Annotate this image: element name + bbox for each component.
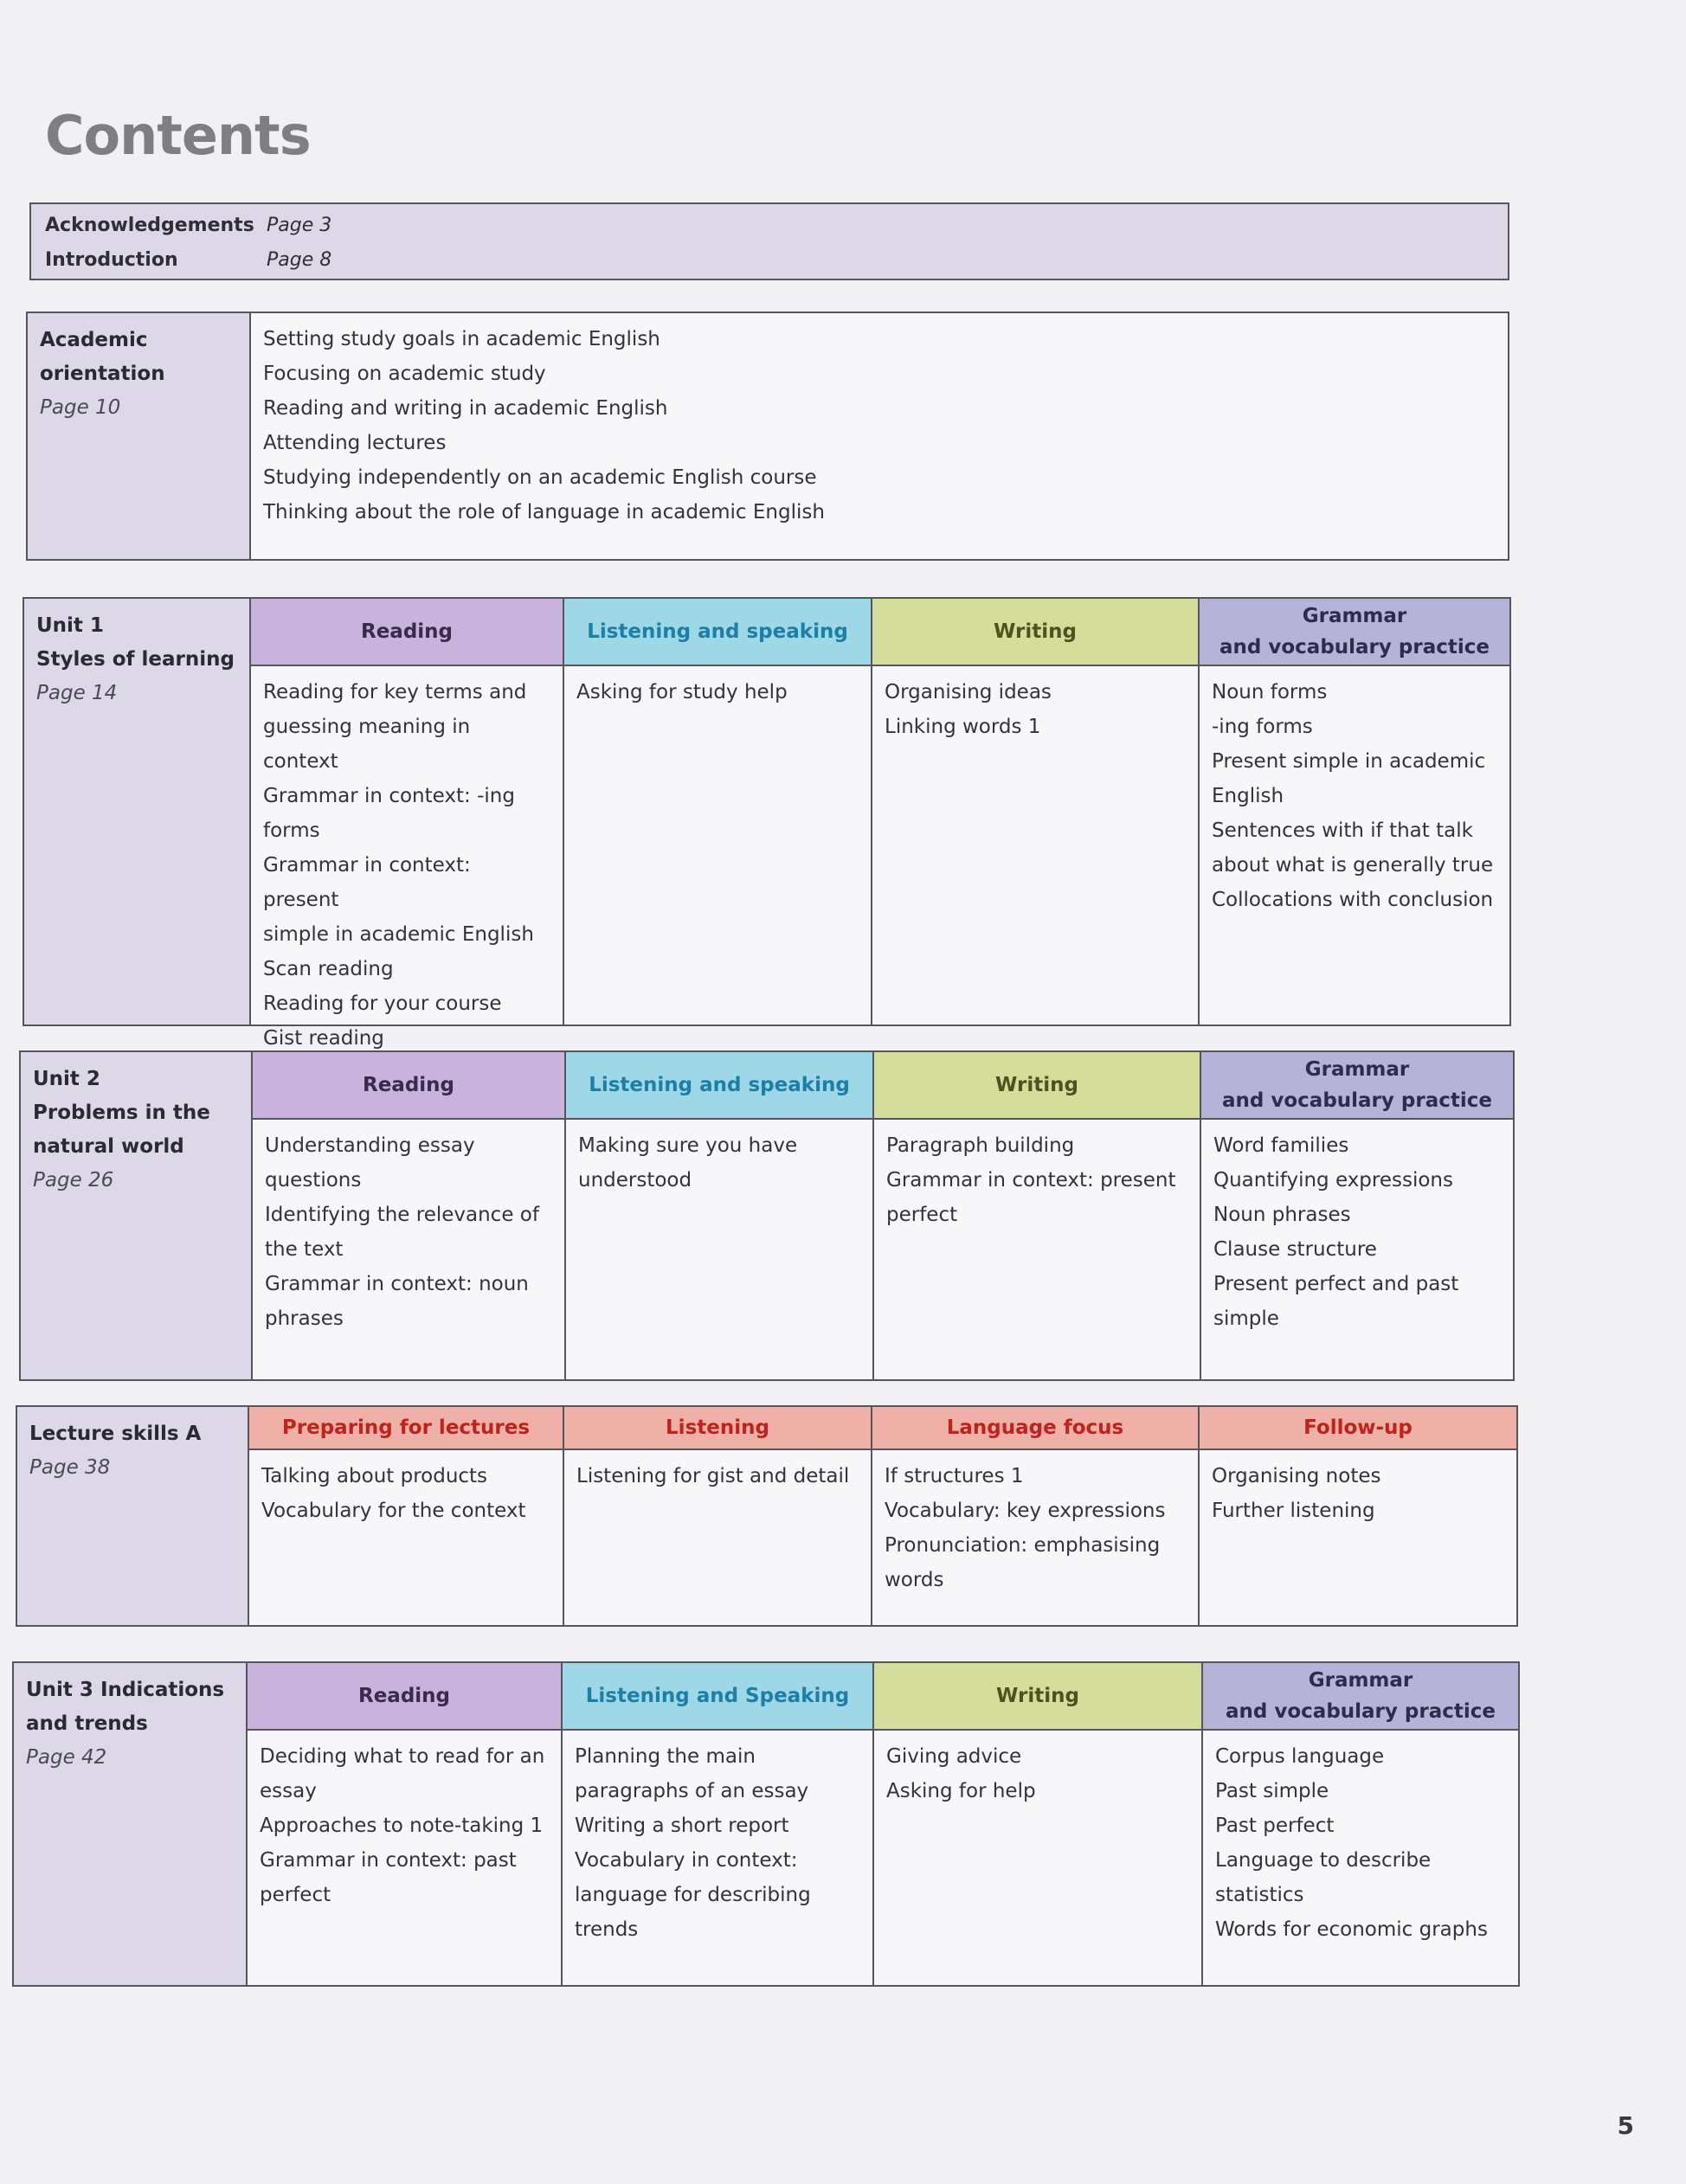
- grammar-column: [1203, 1663, 1518, 1985]
- list-item: simple: [1213, 1307, 1279, 1330]
- list-item: about what is generally true: [1212, 854, 1494, 877]
- list-item: words: [885, 1569, 944, 1591]
- list-item: Corpus language: [1215, 1745, 1385, 1768]
- list-item: Grammar in context: -ing: [263, 785, 515, 807]
- section-page: Page 26: [33, 1169, 114, 1192]
- list-item: Identifying the relevance of: [265, 1204, 539, 1226]
- list-item: Studying independently on an academic English course: [263, 466, 817, 489]
- list-item: Organising notes: [1212, 1465, 1381, 1487]
- list-item: the text: [265, 1238, 344, 1261]
- unit-1-block: [23, 597, 1511, 1050]
- list-item: guessing meaning in context: [263, 716, 471, 773]
- section-label[interactable]: [17, 1407, 249, 1625]
- reading-column: [251, 599, 564, 1050]
- language-focus-column: [872, 1407, 1200, 1625]
- grammar-header-line: Grammar: [1308, 1669, 1413, 1692]
- list-item: Grammar in context: present: [886, 1169, 1176, 1192]
- list-item: statistics: [1215, 1884, 1304, 1906]
- writing-column: [874, 1663, 1203, 1985]
- list-item: questions: [265, 1169, 362, 1192]
- page-title: Contents: [45, 104, 311, 167]
- preparing-column: [249, 1407, 564, 1625]
- writing-header: Writing: [872, 599, 1198, 666]
- front-matter-label: Acknowledgements: [45, 215, 254, 236]
- section-page: Page 10: [40, 396, 121, 419]
- list-item: Asking for help: [886, 1780, 1036, 1802]
- section-name: Unit 1: [36, 614, 104, 637]
- list-item: language for describing: [575, 1884, 811, 1906]
- grammar-header: [1201, 1052, 1513, 1120]
- list-item: perfect: [886, 1204, 958, 1226]
- language-focus-header: Language focus: [872, 1407, 1198, 1450]
- list-item: Paragraph building: [886, 1134, 1075, 1157]
- grammar-header-line: Grammar: [1304, 1058, 1410, 1081]
- section-name: Unit 3 Indications: [26, 1679, 225, 1701]
- reading-header: Reading: [251, 599, 563, 666]
- section-label[interactable]: [14, 1663, 248, 1985]
- list-item: Sentences with if that talk: [1212, 819, 1473, 842]
- writing-column: [874, 1052, 1201, 1379]
- list-item: Organising ideas: [885, 681, 1052, 703]
- list-item: Talking about products: [261, 1465, 488, 1487]
- topic-list: [251, 313, 837, 538]
- list-item: Vocabulary in context:: [575, 1849, 798, 1872]
- list-item: Noun forms: [1212, 681, 1328, 703]
- reading-column: [248, 1663, 563, 1985]
- list-item: Asking for study help: [576, 681, 788, 703]
- list-item: perfect: [260, 1884, 331, 1906]
- section-label[interactable]: [21, 1052, 253, 1379]
- page-number: 5: [1617, 2111, 1634, 2140]
- list-item: Giving advice: [886, 1745, 1022, 1768]
- list-item: Past perfect: [1215, 1815, 1335, 1837]
- section-name: Problems in the: [33, 1102, 210, 1124]
- list-item: Understanding essay: [265, 1134, 475, 1157]
- academic-orientation-block: [26, 312, 1509, 561]
- listening-header: Listening and Speaking: [563, 1663, 872, 1731]
- list-item: Deciding what to read for an: [260, 1745, 545, 1768]
- list-item: Listening for gist and detail: [576, 1465, 850, 1487]
- list-item: Language to describe: [1215, 1849, 1432, 1872]
- list-item: -ing forms: [1212, 716, 1313, 738]
- list-item: Vocabulary: key expressions: [885, 1500, 1166, 1522]
- section-page: Page 38: [29, 1456, 111, 1479]
- list-item: Pronunciation: emphasising: [885, 1534, 1161, 1557]
- section-label[interactable]: [28, 313, 251, 559]
- list-item: Grammar in context: past: [260, 1849, 517, 1872]
- front-matter-row[interactable]: [45, 244, 331, 277]
- section-name: and trends: [26, 1712, 148, 1735]
- list-item: Reading and writing in academic English: [263, 397, 668, 420]
- reading-header: Reading: [248, 1663, 561, 1731]
- section-name: Academic: [40, 329, 148, 351]
- front-matter-page: Page 8: [267, 249, 332, 271]
- list-item: Setting study goals in academic English: [263, 328, 660, 350]
- lecture-skills-a-block: [16, 1405, 1518, 1627]
- list-item: Quantifying expressions: [1213, 1169, 1453, 1192]
- listening-header: Listening: [564, 1407, 871, 1450]
- unit-3-block: [12, 1661, 1520, 1987]
- follow-up-header: Follow-up: [1200, 1407, 1516, 1450]
- list-item: Collocations with conclusion: [1212, 889, 1494, 911]
- list-item: Thinking about the role of language in academic English: [263, 501, 825, 524]
- grammar-column: [1200, 599, 1509, 1025]
- list-item: Attending lectures: [263, 432, 447, 454]
- list-item: forms: [263, 819, 320, 842]
- list-item: Reading for key terms and: [263, 681, 527, 703]
- section-name: Unit 2: [33, 1068, 100, 1090]
- list-item: simple in academic English: [263, 923, 534, 946]
- front-matter-label: Introduction: [45, 249, 178, 271]
- list-item: Scan reading: [263, 958, 394, 980]
- listening-column: [564, 599, 872, 1025]
- section-name: orientation: [40, 363, 165, 385]
- list-item: Clause structure: [1213, 1238, 1377, 1261]
- front-matter-block: [29, 202, 1509, 280]
- listening-header: Listening and speaking: [564, 599, 871, 666]
- grammar-header-line: and vocabulary practice: [1219, 636, 1490, 658]
- preparing-header: Preparing for lectures: [249, 1407, 563, 1450]
- follow-up-column: [1200, 1407, 1516, 1625]
- section-page: Page 42: [26, 1746, 107, 1769]
- list-item: Word families: [1213, 1134, 1349, 1157]
- grammar-header-line: Grammar: [1302, 605, 1407, 627]
- list-item: paragraphs of an essay: [575, 1780, 809, 1802]
- front-matter-row[interactable]: [45, 209, 331, 242]
- list-item: Gist reading: [263, 1027, 384, 1050]
- listening-column: [564, 1407, 872, 1625]
- writing-header: Writing: [874, 1052, 1200, 1120]
- grammar-header-line: and vocabulary practice: [1222, 1089, 1492, 1112]
- reading-column: [253, 1052, 566, 1379]
- list-item: Present perfect and past: [1213, 1273, 1459, 1295]
- front-matter-page: Page 3: [267, 215, 332, 236]
- list-item: phrases: [265, 1307, 344, 1330]
- list-item: Grammar in context: present: [263, 854, 471, 911]
- unit-2-block: [19, 1050, 1515, 1381]
- list-item: understood: [578, 1169, 692, 1192]
- list-item: Past simple: [1215, 1780, 1329, 1802]
- list-item: Approaches to note-taking 1: [260, 1815, 544, 1837]
- writing-header: Writing: [874, 1663, 1201, 1731]
- listening-column: [566, 1052, 874, 1379]
- listening-header: Listening and speaking: [566, 1052, 872, 1120]
- section-name: natural world: [33, 1135, 184, 1158]
- grammar-header-line: and vocabulary practice: [1226, 1700, 1496, 1723]
- list-item: English: [1212, 785, 1284, 807]
- list-item: essay: [260, 1780, 317, 1802]
- list-item: Making sure you have: [578, 1134, 798, 1157]
- section-page: Page 14: [36, 682, 118, 704]
- grammar-column: [1201, 1052, 1513, 1379]
- section-name: Styles of learning: [36, 648, 235, 671]
- list-item: Words for economic graphs: [1215, 1918, 1488, 1941]
- list-item: Reading for your course: [263, 992, 502, 1015]
- list-item: Linking words 1: [885, 716, 1041, 738]
- listening-column: [563, 1663, 874, 1985]
- list-item: Further listening: [1212, 1500, 1375, 1522]
- list-item: Writing a short report: [575, 1815, 789, 1837]
- list-item: Grammar in context: noun: [265, 1273, 529, 1295]
- list-item: trends: [575, 1918, 639, 1941]
- list-item: Present simple in academic: [1212, 750, 1486, 773]
- list-item: Focusing on academic study: [263, 363, 546, 385]
- grammar-header: [1203, 1663, 1518, 1731]
- list-item: Vocabulary for the context: [261, 1500, 526, 1522]
- list-item: Noun phrases: [1213, 1204, 1351, 1226]
- list-item: Planning the main: [575, 1745, 756, 1768]
- writing-column: [872, 599, 1200, 1025]
- reading-header: Reading: [253, 1052, 564, 1120]
- grammar-header: [1200, 599, 1509, 666]
- section-label[interactable]: [24, 599, 251, 1025]
- list-item: If structures 1: [885, 1465, 1024, 1487]
- section-name: Lecture skills A: [29, 1423, 202, 1445]
